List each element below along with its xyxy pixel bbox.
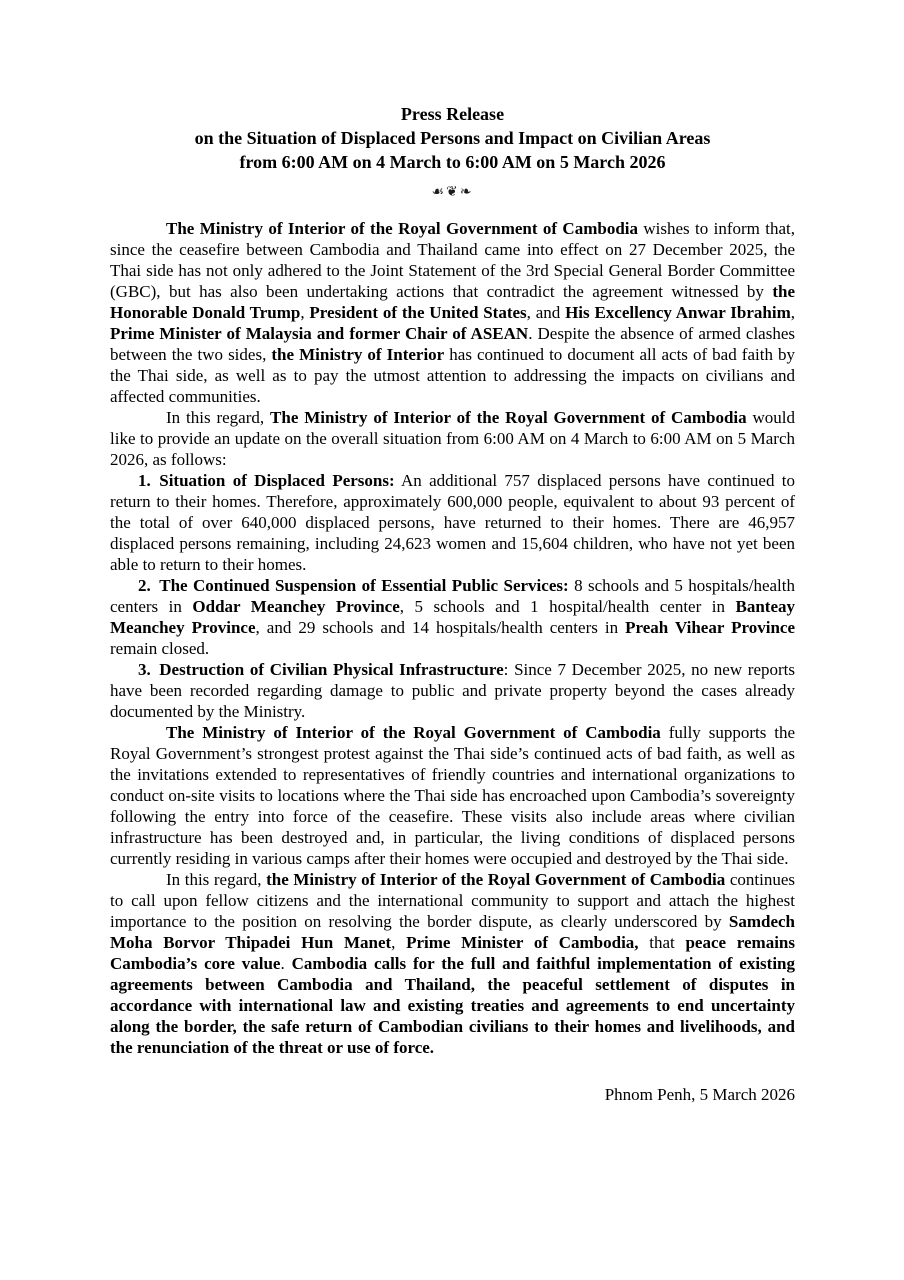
text-run: Banteay Meanchey Province [110, 597, 796, 637]
text-run: wishes to inform that, since the ceasefire between Cambodia and Thailand came into effect on 27 December 2025, the Thai side has not only adhered to the Joint Statement of the 3rd Special General Border Committee (GBC), but has also been undertaking actions that contradict the agreement witnessed by [110, 219, 795, 301]
text-run: that [638, 933, 686, 952]
text-run: The Ministry of Interior of the Royal Government of Cambodia [270, 408, 747, 427]
text-run: would like to provide an update on the overall situation from 6:00 AM on 4 March to 6:00 AM on 5 March 2026, as follows: [110, 408, 796, 469]
text-run [151, 660, 160, 679]
document-footer [110, 1084, 795, 1105]
dateline: Phnom Penh, 5 March 2026 [604, 1085, 795, 1104]
title-line-2: on the Situation of Displaced Persons and Impact on Civilian Areas [194, 128, 711, 148]
text-run: President of the United States [309, 303, 527, 322]
text-run: The Continued Suspension of Essential Public Services: [159, 576, 569, 595]
list-item-2-public-services [110, 575, 795, 659]
document-title [110, 102, 795, 174]
text-run: . [280, 954, 292, 973]
text-run: . Despite the absence of armed clashes between the two sides, [110, 324, 795, 364]
text-run: , [300, 303, 310, 322]
text-run: Prime Minister of Malaysia and former Chair of ASEAN [110, 324, 529, 343]
floral-ornament-divider-icon: ☙❦❧ [431, 184, 474, 200]
text-run: In this regard, [166, 870, 267, 889]
text-run: , and [526, 303, 566, 322]
text-run: fully supports the Royal Government’s strongest protest against the Thai side’s continued acts of bad faith, as well as the invitations extended to representatives of friendly countries and international organizations to conduct on-site visits to locations where the Thai side has encroached upon Cambodia’s sovereignty following the entry into force of the ceasefire. These visits also include areas where civilian infrastructure has been destroyed and, in particular, the living conditions of displaced persons currently residing in various camps after their homes were occupied and destroyed by the Thai side. [110, 723, 795, 868]
document-header [110, 102, 795, 201]
text-run: Oddar Meanchey Province [192, 597, 400, 616]
text-run [151, 471, 160, 490]
text-run: the Honorable Donald Trump [110, 282, 795, 322]
text-run [151, 576, 160, 595]
text-run: 3. [138, 660, 151, 679]
text-run: The Ministry of Interior of the Royal Government of Cambodia [166, 723, 661, 742]
text-run: remain closed. [110, 639, 210, 658]
paragraph-closing-call [110, 869, 795, 1058]
text-run: has continued to document all acts of bad faith by the Thai side, as well as to pay the utmost attention to addressing the impacts on civilians and affected communities. [110, 345, 795, 406]
text-run: Prime Minister of Cambodia, [406, 933, 639, 952]
text-run: Preah Vihear Province [625, 618, 795, 637]
text-run: Destruction of Civilian Physical Infrastructure [159, 660, 504, 679]
title-line-1: Press Release [400, 104, 505, 124]
paragraph-support [110, 722, 795, 869]
text-run: , [391, 933, 407, 952]
text-run: The Ministry of Interior of the Royal Government of Cambodia [166, 219, 639, 238]
text-run: Situation of Displaced Persons: [159, 471, 395, 490]
text-run: continues to call upon fellow citizens and the international community to support and attach the highest importance to the position on resolving the border dispute, as clearly underscored by [110, 870, 796, 931]
title-line-3: from 6:00 AM on 4 March to 6:00 AM on 5 March 2026 [239, 152, 666, 172]
text-run: , 5 schools and 1 hospital/health center in [399, 597, 736, 616]
text-run: peace remains Cambodia’s core value [110, 933, 795, 973]
list-item-3-infrastructure [110, 659, 795, 722]
text-run: , and 29 schools and 14 hospitals/health centers in [255, 618, 626, 637]
text-run: 1. [138, 471, 151, 490]
text-run: His Excellency Anwar Ibrahim [565, 303, 791, 322]
text-run: In this regard, [166, 408, 271, 427]
text-run: , [790, 303, 796, 322]
paragraph-update-lead [110, 407, 795, 470]
text-run: the Ministry of Interior of the Royal Government of Cambodia [266, 870, 726, 889]
text-run: Samdech Moha Borvor Thipadei Hun Manet [110, 912, 795, 952]
document-body [110, 218, 795, 1058]
text-run: : Since 7 December 2025, no new reports have been recorded regarding damage to public and private property beyond the cases already documented by the Ministry. [110, 660, 795, 721]
paragraph-intro [110, 218, 795, 407]
text-run: the Ministry of Interior [271, 345, 445, 364]
text-run: Cambodia calls for the full and faithful implementation of existing agreements between Cambodia and Thailand, the peaceful settlement of disputes in accordance with international law and existing treaties and agreements to end uncertainty along the border, the safe return of Cambodian civilians to their homes and livelihoods, and the renunciation of the threat or use of force. [110, 954, 795, 1057]
text-run: An additional 757 displaced persons have continued to return to their homes. Therefore, approximately 600,000 people, equivalent to about 93 percent of the total of over 640,000 displaced persons, have returned to their homes. There are 46,957 displaced persons remaining, including 24,623 women and 15,604 children, who have not yet been able to return to their homes. [110, 471, 795, 574]
text-run: 8 schools and 5 hospitals/health centers in [110, 576, 795, 616]
text-run: 2. [138, 576, 151, 595]
list-item-1-displaced-persons [110, 470, 795, 575]
